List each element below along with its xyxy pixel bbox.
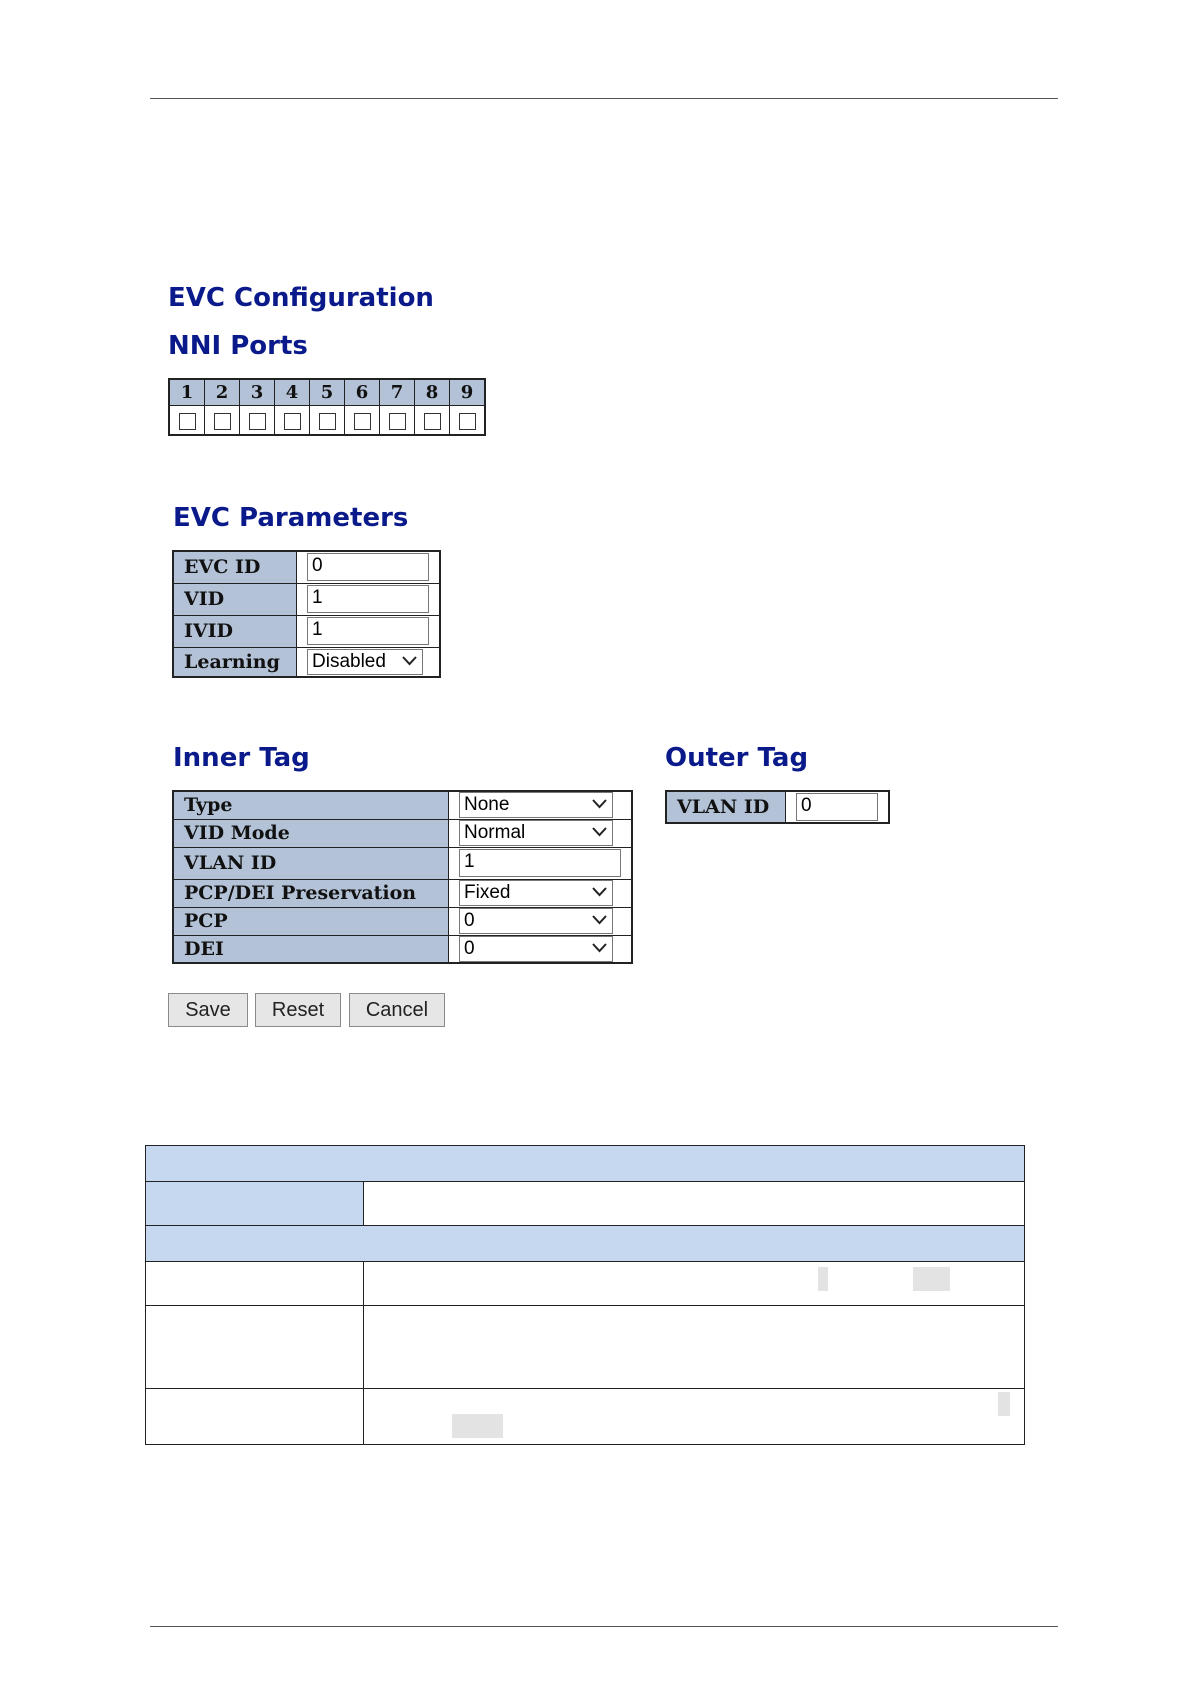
description-table [145, 1145, 1025, 1445]
outer-tag-title: Outer Tag [665, 743, 809, 773]
chevron-down-icon [592, 799, 607, 809]
port-9-checkbox[interactable] [459, 413, 476, 430]
port-label: 7 [380, 379, 415, 406]
evc-parameters-table [172, 550, 441, 678]
port-label: 2 [205, 379, 240, 406]
port-label: 6 [345, 379, 380, 406]
learning-select[interactable]: Disabled [307, 649, 423, 675]
pcp-label: PCP [173, 907, 449, 935]
port-label: 8 [415, 379, 450, 406]
port-label: 9 [450, 379, 486, 406]
inner-vlan-id-input[interactable]: 1 [459, 849, 621, 877]
inner-type-select[interactable]: None [459, 792, 613, 818]
vid-mode-label: VID Mode [173, 819, 449, 847]
header-rule [150, 98, 1058, 99]
chevron-down-icon [592, 827, 607, 837]
port-3-checkbox[interactable] [249, 413, 266, 430]
dei-label: DEI [173, 935, 449, 963]
port-8-checkbox[interactable] [424, 413, 441, 430]
evc-id-label: EVC ID [173, 551, 297, 583]
outer-tag-table [665, 790, 890, 824]
port-4-checkbox[interactable] [284, 413, 301, 430]
cancel-button[interactable]: Cancel [349, 993, 445, 1027]
vid-input[interactable]: 1 [307, 585, 429, 613]
inner-vlan-id-label: VLAN ID [173, 847, 449, 879]
port-label: 3 [240, 379, 275, 406]
highlight-mark [452, 1414, 503, 1438]
port-7-checkbox[interactable] [389, 413, 406, 430]
nni-ports-checkbox-row [169, 406, 485, 436]
port-6-checkbox[interactable] [354, 413, 371, 430]
chevron-down-icon [592, 943, 607, 953]
highlight-mark [998, 1392, 1010, 1416]
nni-ports-header-row [169, 379, 485, 406]
highlight-mark [818, 1267, 828, 1291]
reset-button[interactable]: Reset [255, 993, 341, 1027]
chevron-down-icon [592, 887, 607, 897]
dei-select[interactable]: 0 [459, 936, 613, 962]
chevron-down-icon [402, 656, 417, 666]
type-label: Type [173, 791, 449, 819]
port-label: 5 [310, 379, 345, 406]
nni-ports-title: NNI Ports [168, 331, 308, 361]
ivid-label: IVID [173, 615, 297, 647]
port-label: 1 [169, 379, 205, 406]
nni-ports-table [168, 378, 486, 436]
chevron-down-icon [592, 915, 607, 925]
learning-label: Learning [173, 647, 297, 677]
port-label: 4 [275, 379, 310, 406]
vid-label: VID [173, 583, 297, 615]
footer-rule [150, 1626, 1058, 1627]
table-object-header-cell [146, 1182, 363, 1225]
pcp-select[interactable]: 0 [459, 908, 613, 934]
table-section-band [146, 1226, 1024, 1261]
vid-mode-select[interactable]: Normal [459, 820, 613, 846]
pcp-dei-preservation-label: PCP/DEI Preservation [173, 879, 449, 907]
pcp-dei-preservation-select[interactable]: Fixed [459, 880, 613, 906]
save-button[interactable]: Save [168, 993, 248, 1027]
port-1-checkbox[interactable] [179, 413, 196, 430]
evc-parameters-title: EVC Parameters [173, 503, 409, 533]
evc-id-input[interactable]: 0 [307, 553, 429, 581]
ivid-input[interactable]: 1 [307, 617, 429, 645]
table-header-band [146, 1146, 1024, 1181]
outer-vlan-id-label: VLAN ID [666, 791, 786, 823]
inner-tag-table [172, 790, 633, 964]
port-2-checkbox[interactable] [214, 413, 231, 430]
config-title: EVC Configuration [168, 283, 434, 313]
highlight-mark [913, 1267, 950, 1291]
port-5-checkbox[interactable] [319, 413, 336, 430]
inner-tag-title: Inner Tag [173, 743, 310, 773]
outer-vlan-id-input[interactable]: 0 [796, 793, 878, 821]
